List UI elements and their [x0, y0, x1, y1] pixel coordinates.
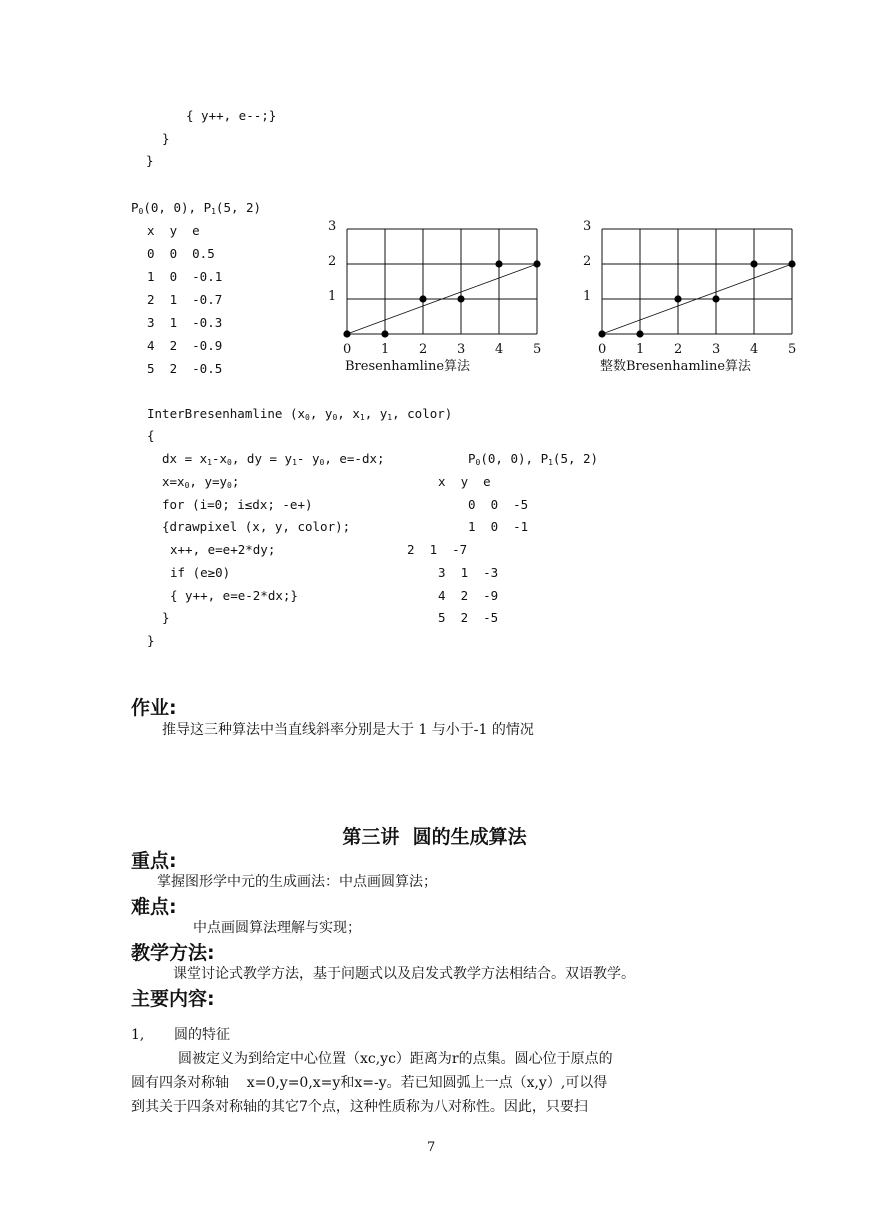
main-content-heading: 主要内容: [131, 988, 215, 1010]
integer-bresenham-chart [580, 212, 815, 382]
table-row: 1 0 -1 [468, 519, 529, 534]
difficulty-text: 中点画圆算法理解与实现； [193, 920, 361, 936]
data-point [419, 295, 426, 302]
code-line: for (i=0; i≤dx; -e+) [162, 497, 313, 512]
y-tick-label: 1 [583, 289, 592, 304]
lecture-title: 第三讲 圆的生成算法 [342, 826, 527, 848]
x-tick-label: 2 [419, 342, 428, 357]
x-tick-label: 2 [674, 342, 683, 357]
points-label: $P_0(0$, 0), $P_1(5$, 2) [131, 200, 262, 216]
difficulty-heading: 难点: [131, 896, 177, 918]
code-line: } [146, 153, 154, 168]
code-line: $x=x_0$, $y=y_0$; [162, 474, 240, 490]
data-point [457, 295, 464, 302]
table-row: 5 2 -0.5 [147, 361, 223, 376]
teaching-method-heading: 教学方法: [131, 942, 215, 964]
points-label: $P_0(0$, 0), $P_1(5$, 2) [468, 451, 599, 467]
code-line: x++, e=e+2*dy; [170, 542, 276, 557]
y-tick-label: 1 [328, 289, 337, 304]
paragraph-line: 圆有四条对称轴 x=0,y=0,x=y和x=-y。若已知圆弧上一点（x,y）,可以得 [131, 1075, 608, 1091]
data-point [788, 260, 795, 267]
x-tick-label: 5 [533, 342, 542, 357]
homework-text: 推导这三种算法中当直线斜率分别是大于 1 与小于-1 的情况 [162, 722, 534, 738]
x-tick-label: 4 [750, 342, 759, 357]
data-point [712, 295, 719, 302]
key-points-text: 掌握图形学中元的生成画法：中点画圆算法； [157, 874, 437, 890]
data-point [750, 260, 757, 267]
table-row: 3 1 -3 [438, 565, 499, 580]
data-point [636, 330, 643, 337]
chart-title: 整数Bresenhamline算法 [600, 359, 752, 374]
code-line: } [162, 610, 170, 625]
table-row: 2 1 -7 [407, 542, 468, 557]
section-number: 1, [131, 1027, 145, 1043]
table-row: 5 2 -5 [438, 610, 499, 625]
data-point [533, 260, 540, 267]
x-tick-label: 1 [381, 342, 390, 357]
bresenham-chart [325, 212, 560, 382]
x-tick-label: 1 [636, 342, 645, 357]
code-line: { y++, e--;} [186, 108, 277, 123]
section-title: 圆的特征 [174, 1027, 230, 1043]
paragraph-line: 圆被定义为到给定中心位置（xc,yc）距离为r的点集。圆心位于原点的 [178, 1051, 613, 1067]
table-row: 0 0 0.5 [147, 246, 215, 261]
table-header: x y e [438, 474, 491, 489]
code-line: { [147, 428, 155, 443]
table-row: 0 0 -5 [468, 497, 529, 512]
x-tick-label: 3 [712, 342, 721, 357]
code-line: } [147, 633, 155, 648]
paragraph-line: 到其关于四条对称轴的其它7个点，这种性质称为八对称性。因此，只要扫 [131, 1099, 588, 1115]
data-point [598, 330, 605, 337]
table-row: 1 0 -0.1 [147, 269, 223, 284]
code-line: dx = $x_1-x_0$, dy = $y_1-$ $y_0$, e=-dx; [162, 451, 385, 467]
table-header: x y e [147, 223, 200, 238]
x-tick-label: 4 [495, 342, 504, 357]
table-row: 4 2 -9 [438, 588, 499, 603]
x-tick-label: 5 [788, 342, 797, 357]
data-point [495, 260, 502, 267]
code-line: if (e≥0) [170, 565, 231, 580]
code-signature: InterBresenhamline ($x_0$, $y_0$, $x_1$, $y_1$, color) [147, 406, 453, 422]
key-points-heading: 重点: [131, 850, 177, 872]
table-row: 3 1 -0.3 [147, 315, 223, 330]
y-tick-label: 3 [328, 219, 337, 234]
data-point [381, 330, 388, 337]
x-tick-label: 0 [343, 342, 352, 357]
y-tick-label: 2 [583, 254, 592, 269]
table-row: 4 2 -0.9 [147, 338, 223, 353]
page-number: 7 [427, 1140, 436, 1155]
x-tick-label: 3 [457, 342, 466, 357]
x-tick-label: 0 [598, 342, 607, 357]
y-tick-label: 2 [328, 254, 337, 269]
teaching-method-text: 课堂讨论式教学方法，基于问题式以及启发式教学方法相结合。双语教学。 [173, 966, 635, 982]
homework-heading: 作业: [131, 697, 177, 719]
code-line: {drawpixel (x, y, color); [162, 519, 351, 534]
code-line: } [162, 131, 170, 146]
table-row: 2 1 -0.7 [147, 292, 223, 307]
data-point [343, 330, 350, 337]
y-tick-label: 3 [583, 219, 592, 234]
data-point [674, 295, 681, 302]
code-line: { y++, e=e-2*dx;} [170, 588, 298, 603]
chart-title: Bresenhamline算法 [345, 359, 471, 374]
